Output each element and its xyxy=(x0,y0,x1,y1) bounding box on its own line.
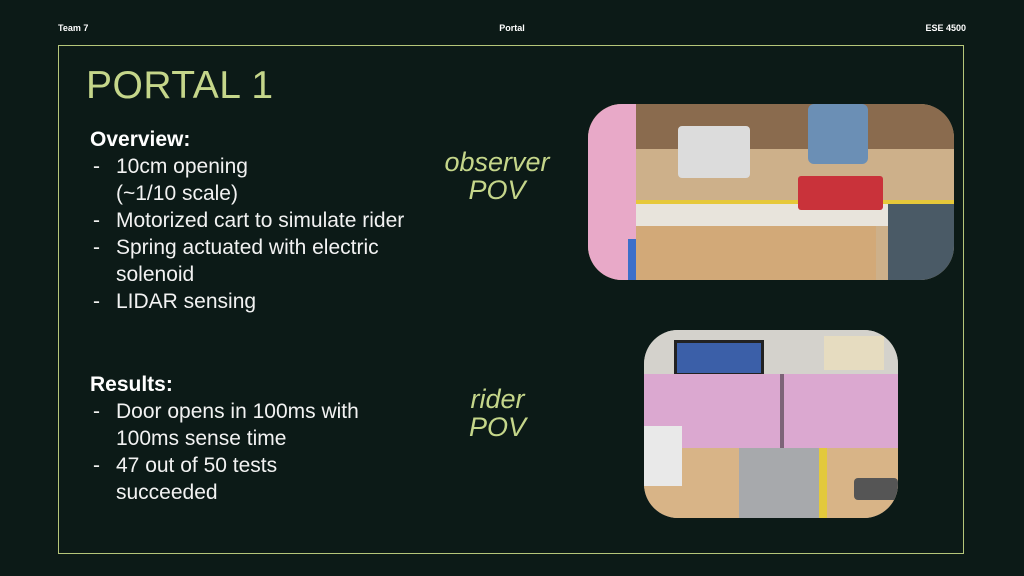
list-item: - 10cm opening (~1/10 scale) xyxy=(90,153,286,207)
course-label: ESE 4500 xyxy=(925,23,966,33)
topic-label: Portal xyxy=(499,23,525,33)
rider-pov-photo xyxy=(644,330,898,518)
list-item: - Door opens in 100ms with 100ms sense time xyxy=(90,398,420,452)
list-item: - 47 out of 50 tests succeeded xyxy=(90,452,316,506)
observer-pov-caption: observer POV xyxy=(444,147,550,205)
list-item: - LIDAR sensing xyxy=(90,288,420,315)
observer-pov-photo xyxy=(588,104,954,280)
team-label: Team 7 xyxy=(58,23,89,33)
results-list xyxy=(90,398,420,506)
slide-title: PORTAL 1 xyxy=(86,64,274,107)
list-item: - Motorized cart to simulate rider xyxy=(90,207,420,234)
results-section xyxy=(90,371,420,506)
list-item: - Spring actuated with electric solenoid xyxy=(90,234,420,288)
overview-section xyxy=(90,126,420,315)
overview-heading: Overview: xyxy=(90,128,191,151)
rider-pov-caption: rider POV xyxy=(468,384,527,442)
results-heading: Results: xyxy=(90,373,173,396)
overview-list xyxy=(90,153,420,315)
